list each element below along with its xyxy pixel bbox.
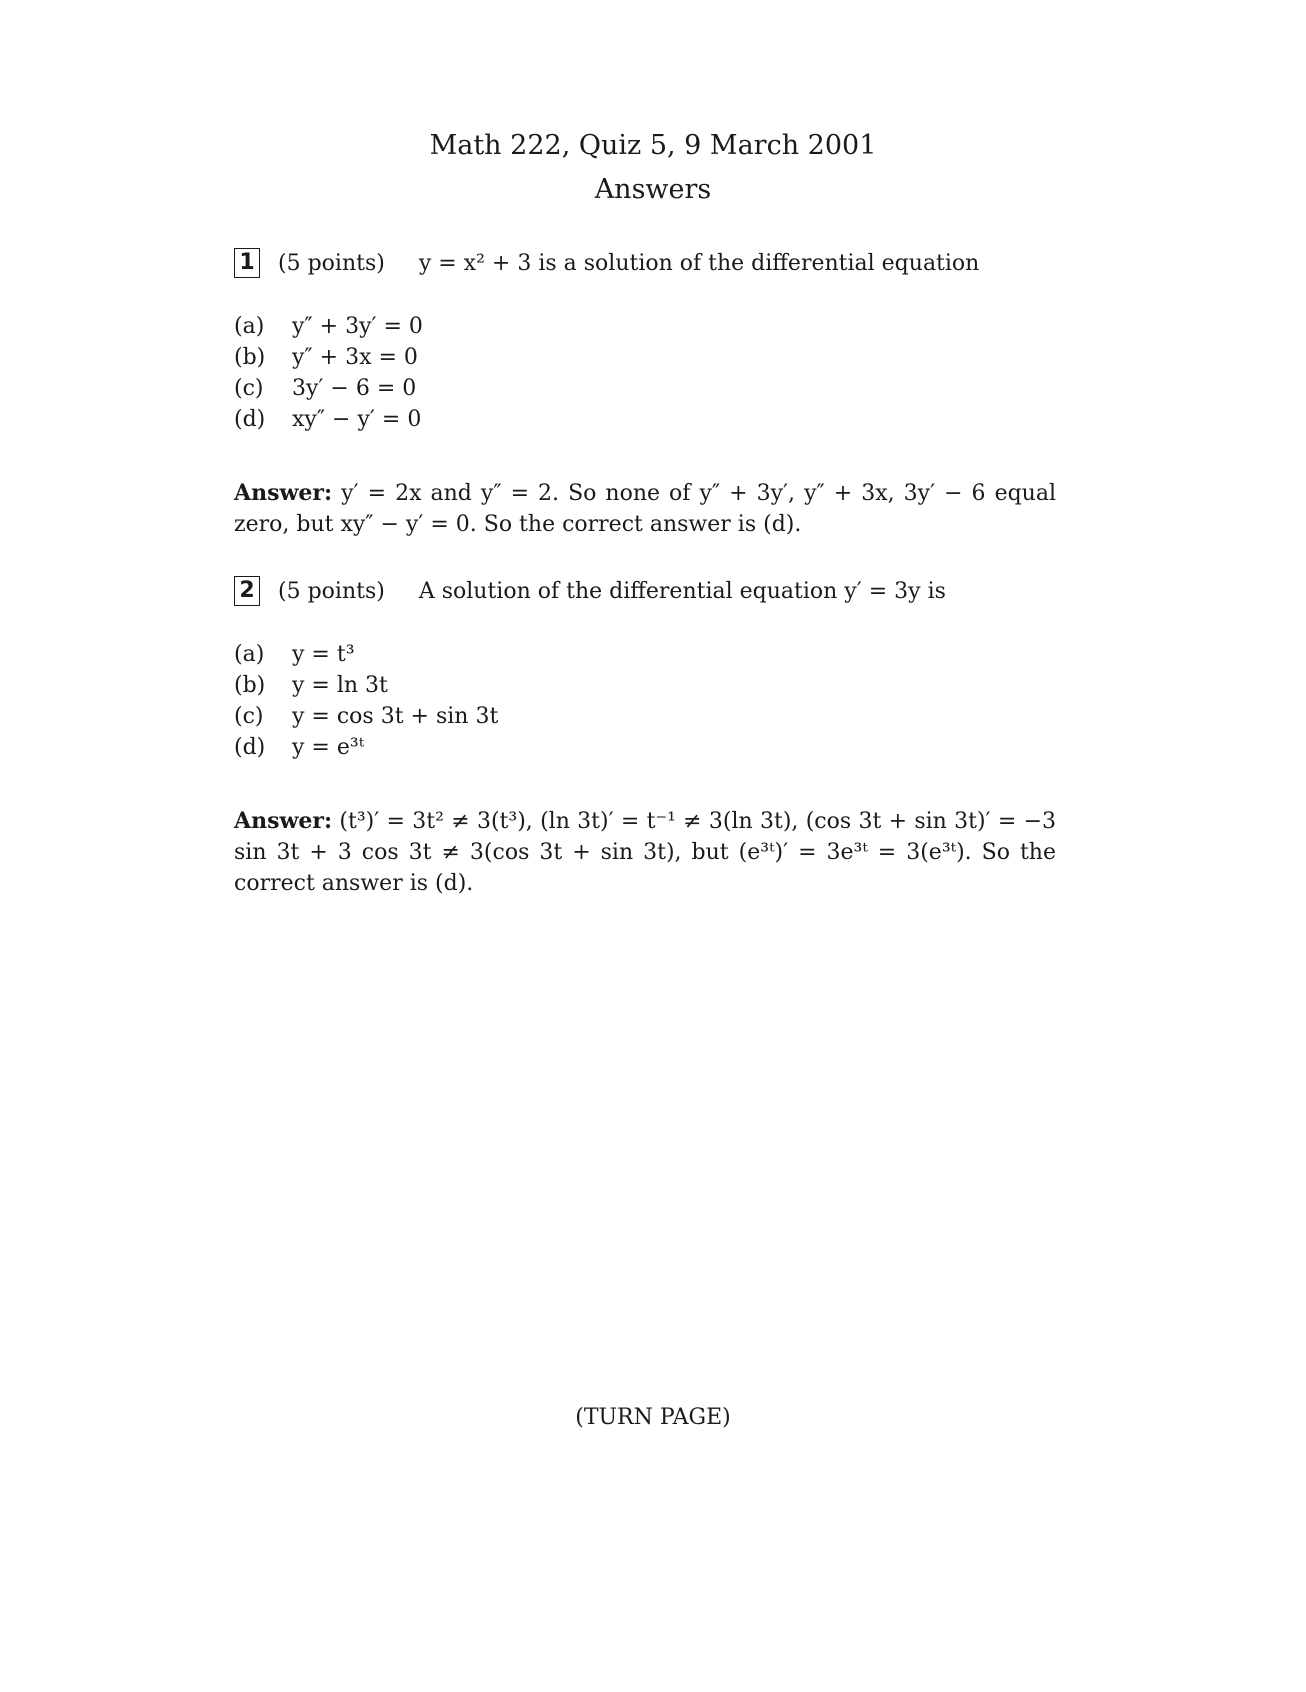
problem-2-choices (234, 639, 498, 763)
choice-a (234, 311, 423, 342)
answer-text: (t³)′ = 3t² ≠ 3(t³), (ln 3t)′ = t⁻¹ ≠ 3(ln 3t), (cos 3t + sin 3t)′ = −3 sin 3t + 3 cos 3t ≠ 3(cos 3t + sin 3t), but (e³ᵗ)′ = 3e³ᵗ = 3(e³ᵗ). So the correct answer is (d). (234, 809, 1056, 896)
choice-label: (b) (234, 345, 266, 370)
problem-points: (5 points) (278, 250, 385, 276)
problem-2-header (234, 576, 946, 606)
choice-a (234, 639, 498, 670)
answer-label: Answer: (234, 808, 333, 834)
choice-text: 3y′ − 6 = 0 (292, 376, 417, 401)
choice-d (234, 404, 423, 435)
choice-c (234, 701, 498, 732)
choice-label: (c) (234, 376, 264, 401)
answer-label: Answer: (234, 480, 333, 506)
problem-points: (5 points) (278, 578, 385, 604)
choice-text: y = ln 3t (292, 673, 388, 698)
choice-text: y″ + 3x = 0 (292, 345, 418, 370)
choice-c (234, 373, 423, 404)
choice-b (234, 670, 498, 701)
problem-1-choices (234, 311, 423, 435)
choice-label: (b) (234, 673, 266, 698)
problem-number-box: 2 (234, 576, 260, 606)
choice-label: (d) (234, 735, 266, 760)
problem-statement: y = x² + 3 is a solution of the differential equation (418, 250, 980, 276)
problem-number-box: 1 (234, 248, 260, 278)
page-title: Math 222, Quiz 5, 9 March 2001 (429, 130, 877, 161)
choice-label: (c) (234, 704, 264, 729)
choice-d (234, 732, 498, 763)
choice-text: xy″ − y′ = 0 (292, 407, 422, 432)
page-subtitle: Answers (594, 174, 712, 205)
problem-1-answer (234, 478, 1056, 540)
choice-label: (a) (234, 642, 265, 667)
choice-label: (d) (234, 407, 266, 432)
choice-text: y = cos 3t + sin 3t (292, 704, 499, 729)
choice-text: y″ + 3y′ = 0 (292, 314, 423, 339)
problem-statement: A solution of the differential equation y′ = 3y is (418, 578, 946, 604)
choice-label: (a) (234, 314, 265, 339)
turn-page-note: (TURN PAGE) (575, 1405, 731, 1430)
choice-b (234, 342, 423, 373)
problem-2-answer (234, 806, 1056, 899)
choice-text: y = t³ (292, 642, 355, 667)
choice-text: y = e³ᵗ (292, 735, 365, 760)
problem-1-header (234, 248, 979, 278)
answer-text: y′ = 2x and y″ = 2. So none of y″ + 3y′, y″ + 3x, 3y′ − 6 equal zero, but xy″ − y′ = 0. So the correct answer is (d). (234, 481, 1057, 537)
